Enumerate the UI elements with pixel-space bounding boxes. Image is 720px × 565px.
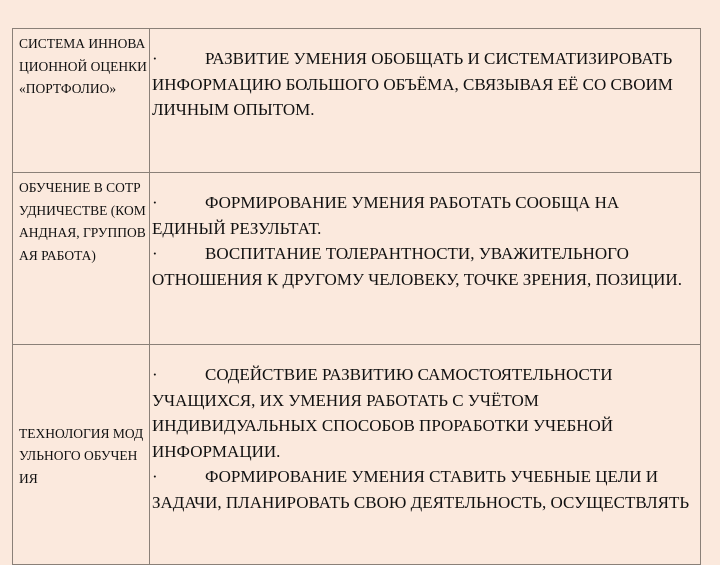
goal-text: ВОСПИТАНИЕ ТОЛЕРАНТНОСТИ, УВАЖИТЕЛЬНОГО ОТНОШЕНИЯ К ДРУГОМУ ЧЕЛОВЕКУ, ТОЧКЕ ЗРЕНИЯ, ПОЗИЦИИ.: [152, 244, 682, 289]
bullet-icon: ·: [152, 49, 158, 68]
method-name: ОБУЧЕНИЕ В СОТРУДНИЧЕСТВЕ (КОМАНДНАЯ, ГРУППОВАЯ РАБОТА): [19, 180, 146, 263]
methods-table: [12, 28, 701, 565]
method-goals-cell: [150, 29, 701, 173]
goal-text: РАЗВИТИЕ УМЕНИЯ ОБОБЩАТЬ И СИСТЕМАТИЗИРОВАТЬ ИНФОРМАЦИЮ БОЛЬШОГО ОБЪЁМА, СВЯЗЫВАЯ ЕЁ СО СВОИМ ЛИЧНЫМ ОПЫТОМ.: [152, 49, 673, 119]
bullet-icon: ·: [152, 193, 158, 212]
table-row: [13, 29, 701, 173]
goal-item: [152, 241, 694, 292]
method-name-cell: [13, 29, 150, 173]
goal-item: [152, 362, 694, 464]
goal-text: СОДЕЙСТВИЕ РАЗВИТИЮ САМОСТОЯТЕЛЬНОСТИ УЧАЩИХСЯ, ИХ УМЕНИЯ РАБОТАТЬ С УЧЁТОМ ИНДИВИДУАЛЬНЫХ СПОСОБОВ ПРОРАБОТКИ УЧЕБНОЙ ИНФОРМАЦИИ.: [152, 365, 614, 461]
goal-item: [152, 464, 694, 515]
table-row: [13, 173, 701, 345]
bullet-icon: ·: [152, 467, 158, 486]
method-name-cell: [13, 173, 150, 345]
table-row: [13, 345, 701, 565]
method-name: СИСТЕМА ИННОВАЦИОННОЙ ОЦЕНКИ «ПОРТФОЛИО»: [19, 36, 147, 96]
goal-text: ФОРМИРОВАНИЕ УМЕНИЯ СТАВИТЬ УЧЕБНЫЕ ЦЕЛИ И ЗАДАЧИ, ПЛАНИРОВАТЬ СВОЮ ДЕЯТЕЛЬНОСТЬ, ОСУЩЕСТВЛЯТЬ: [152, 467, 690, 512]
method-name: ТЕХНОЛОГИЯ МОДУЛЬНОГО ОБУЧЕНИЯ: [19, 425, 144, 486]
method-goals-cell: [150, 173, 701, 345]
bullet-icon: ·: [152, 244, 158, 263]
method-goals-cell: [150, 345, 701, 565]
bullet-icon: ·: [152, 365, 158, 384]
method-name-cell: [13, 345, 150, 565]
goal-text: ФОРМИРОВАНИЕ УМЕНИЯ РАБОТАТЬ СООБЩА НА ЕДИНЫЙ РЕЗУЛЬТАТ.: [152, 193, 620, 238]
goal-item: [152, 190, 694, 241]
goal-item: [152, 46, 694, 123]
